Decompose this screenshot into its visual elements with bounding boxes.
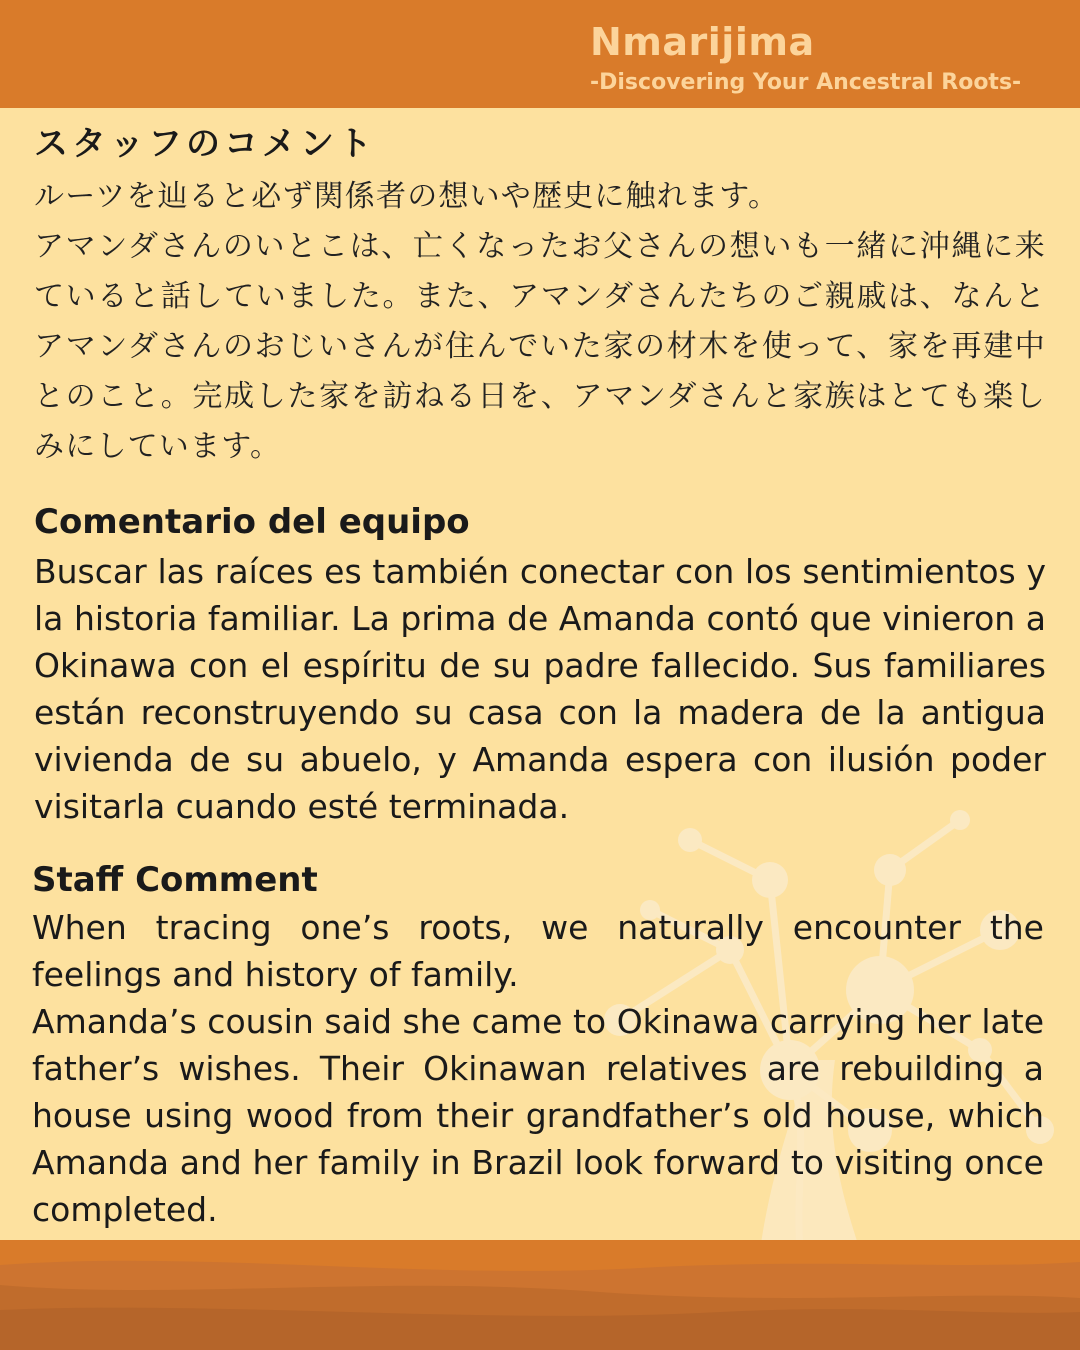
- english-heading: Staff Comment: [32, 860, 318, 900]
- japanese-paragraph-1: ルーツを辿ると必ず関係者の想いや歴史に触れます。: [34, 179, 780, 214]
- spanish-paragraph: Buscar las raíces es también conectar con los sentimientos y la historia familiar. La prima de Amanda contó que vinieron a Okinawa con el espíritu de su padre fallecido. Sus familiares están reconstruyendo su casa con la madera de la antigua vivienda de su abuelo, y Amanda espera con ilusión poder visitarla cuando esté terminada.: [34, 552, 1046, 826]
- brand-subtitle: -Discovering Your Ancestral Roots-: [590, 70, 1022, 95]
- header-bar: [0, 0, 1080, 108]
- spanish-heading: Comentario del equipo: [34, 502, 470, 542]
- brand-title: Nmarijima: [590, 20, 815, 64]
- spanish-comment-section: [34, 502, 1046, 830]
- footer-waves: [0, 1240, 1080, 1350]
- japanese-paragraph-2: アマンダさんのいとこは、亡くなったお父さんの想いも一緒に沖縄に来ていると話していました。また、アマンダさんたちのご親戚は、なんとアマンダさんのおじいさんが住んでいた家の材木を使って、家を再建中とのこと。完成した家を訪ねる日を、アマンダさんと家族はとても楽しみにしています。: [34, 229, 1046, 464]
- japanese-comment-section: [34, 124, 1046, 472]
- english-paragraph-2: Amanda’s cousin said she came to Okinawa carrying her late father’s wishes. Their Okinawan relatives are rebuilding a house using wood from their grandfather’s old house, which Amanda and her family in Brazil look forward to visiting once completed.: [32, 1002, 1044, 1229]
- japanese-heading: スタッフのコメント: [34, 124, 376, 164]
- english-paragraph-1: When tracing one’s roots, we naturally encounter the feelings and history of family.: [32, 908, 1044, 994]
- english-comment-section: [32, 860, 1044, 1233]
